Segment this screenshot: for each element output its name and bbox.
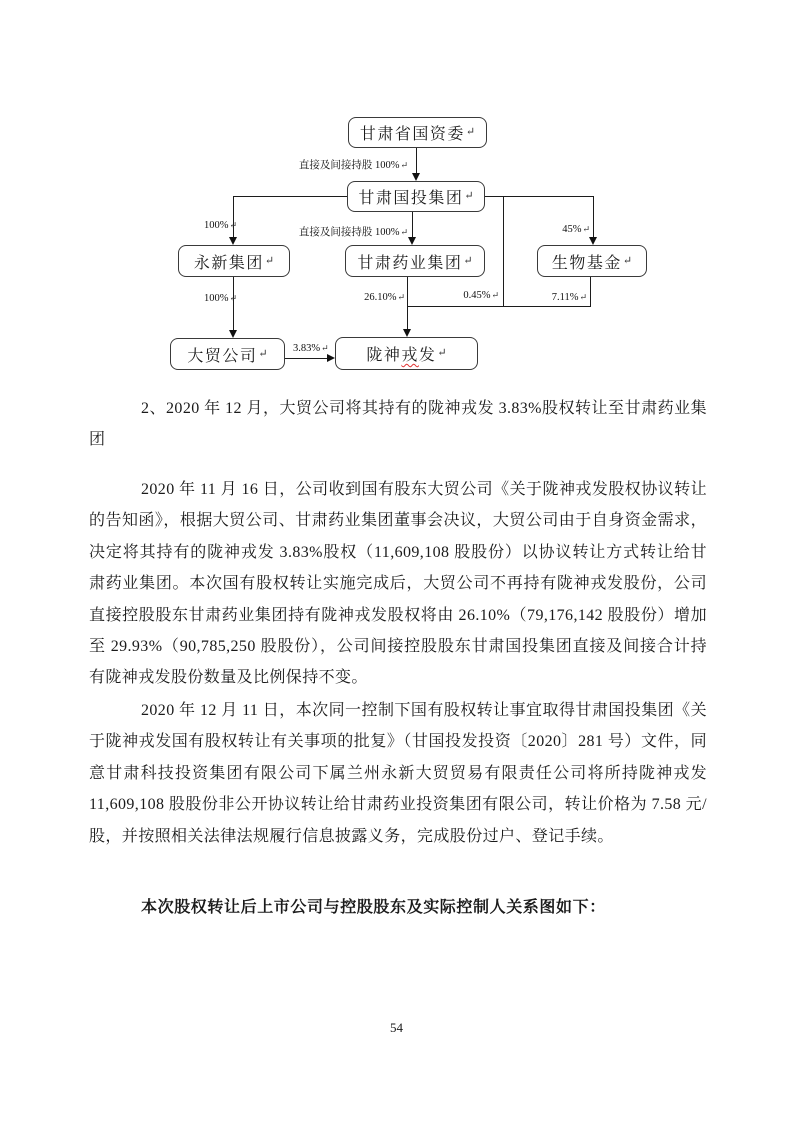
node-label: 甘肃国投集团	[358, 190, 464, 207]
edge-label-45: 45%↵	[562, 224, 590, 235]
spellcheck-underline: 戎	[401, 347, 419, 364]
node-label: 发	[418, 347, 437, 364]
connector-line	[407, 277, 408, 330]
edge-label-3-83: 3.83%↵	[293, 343, 329, 354]
return-mark-icon: ↵	[397, 292, 405, 302]
page-number: 54	[390, 1020, 403, 1035]
edge-label-100-yongxin: 100%↵	[203, 220, 237, 231]
connector-line	[285, 358, 328, 359]
node-label: 甘肃省国资委	[359, 126, 465, 143]
edge-label-0-45: 0.45%↵	[463, 290, 499, 301]
paragraph-transfer-title: 2、2020 年 12 月，大贸公司将其持有的陇神戎发 3.83%股权转让至甘肃药业集团	[89, 400, 707, 449]
edge-label-26-10: 26.10%↵	[364, 292, 405, 303]
return-mark-icon: ↵	[437, 347, 447, 359]
arrow-down-icon	[408, 237, 416, 245]
node-gansu-guoziwei	[348, 117, 487, 148]
connector-line	[233, 196, 347, 197]
node-label: 生物基金	[551, 254, 622, 272]
return-mark-icon: ↵	[229, 293, 237, 303]
node-gansu-guotou-group	[347, 181, 485, 212]
arrow-down-icon	[229, 237, 237, 245]
return-mark-icon: ↵	[579, 292, 587, 302]
connector-line	[233, 196, 234, 238]
return-mark-icon: ↵	[258, 347, 268, 360]
return-mark-icon: ↵	[400, 227, 408, 237]
node-label: 永新集团	[193, 254, 264, 272]
connector-line	[407, 306, 591, 307]
connector-line	[233, 277, 234, 331]
node-yongxin-group	[178, 245, 290, 277]
node-longshen-rongfa	[335, 337, 478, 370]
return-mark-icon: ↵	[400, 160, 408, 170]
return-mark-icon: ↵	[491, 290, 499, 300]
paragraph-approval-detail: 2020 年 12 月 11 日，本次同一控制下国有股权转让事宜取得甘肃国投集团《关于陇神戎发国有股权转让有关事项的批复》（甘国投发投资〔2020〕281 号）文件，同意甘肃科技投资集团有限公司下属兰州永新大贸贸易有限责任公司将所持陇神戎发 11,609,108 股股份非公开协议转让给甘肃药业投资集团有限公司，转让价格为 7.58 元/股，并按照相关法律法规履行信息披露义务，完成股份过户、登记手续。	[89, 702, 707, 845]
node-gansu-yaoye-group	[345, 245, 485, 277]
connector-line	[485, 196, 593, 197]
arrow-down-icon	[412, 173, 420, 181]
return-mark-icon: ↵	[622, 254, 633, 267]
arrow-right-icon	[327, 354, 335, 362]
edge-label-100-damao: 100%↵	[203, 293, 237, 304]
edge-label-7-11: 7.11%↵	[551, 292, 587, 303]
connector-line	[590, 277, 591, 306]
return-mark-icon: ↵	[321, 343, 329, 353]
connector-line	[416, 148, 417, 174]
arrow-down-icon	[403, 329, 411, 337]
node-label: 陇神	[366, 347, 402, 364]
node-label: 甘肃药业集团	[357, 254, 463, 272]
paragraph-transfer-detail: 2020 年 11 月 16 日，公司收到国有股东大贸公司《关于陇神戎发股权协议转让的告知函》，根据大贸公司、甘肃药业集团董事会决议，大贸公司由于自身资金需求，决定将其持有的陇神戎发 3.83%股权（11,609,108 股股份）以协议转让方式转让给甘肃药业集团。本次国有股权转让实施完成后，大贸公司不再持有陇神戎发股份，公司直接控股股东甘肃药业集团持有陇神戎发股权将由 26.10%（79,176,142 股股份）增加至 29.93%（90,785,250 股股份），公司间接控股股东甘肃国投集团直接及间接合计持有陇神戎发股份数量及比例保持不变。	[89, 481, 707, 687]
connector-line	[503, 196, 504, 306]
return-mark-icon: ↵	[264, 254, 275, 267]
return-mark-icon: ↵	[463, 254, 473, 267]
connector-line	[412, 212, 413, 238]
return-mark-icon: ↵	[464, 190, 474, 202]
return-mark-icon: ↵	[582, 224, 590, 234]
heading-relationship-chart: 本次股权转让后上市公司与控股股东及实际控制人关系图如下：	[141, 899, 606, 916]
edge-label-direct-100-mid: 直接及间接持股 100%↵	[298, 227, 408, 238]
arrow-down-icon	[229, 330, 237, 338]
node-bio-fund	[537, 245, 647, 277]
return-mark-icon: ↵	[465, 126, 476, 138]
return-mark-icon: ↵	[229, 220, 237, 230]
node-label: 大贸公司	[187, 347, 258, 365]
edge-label-direct-100-top: 直接及间接持股 100%↵	[298, 160, 408, 171]
node-damao-company	[170, 338, 285, 370]
arrow-down-icon	[589, 237, 597, 245]
connector-line	[593, 196, 594, 238]
